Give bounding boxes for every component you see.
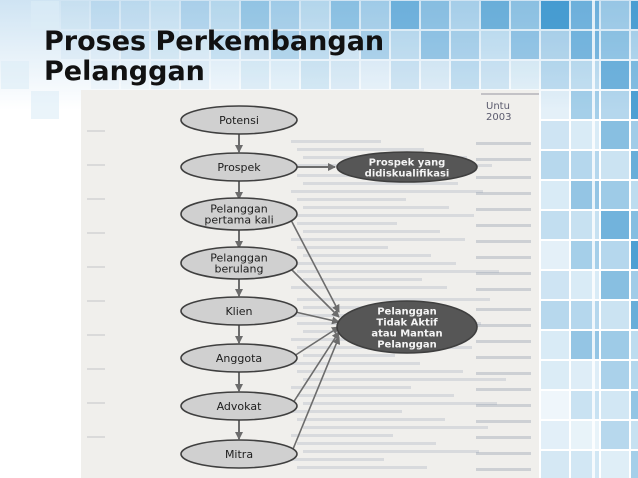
node-klien-label: Klien (225, 305, 253, 318)
node-diskualifikasi-label: didiskualifikasi (364, 168, 450, 180)
node-berulang-label: berulang (214, 262, 264, 276)
node-anggota-label: Anggota (215, 352, 263, 365)
node-pertama-label: pertama kali (204, 213, 274, 227)
lapse-arrow (291, 220, 339, 312)
node-tidak-aktif (337, 301, 477, 353)
slide-title-line-2: Pelanggan (44, 56, 205, 87)
node-tidak-aktif-label: Tidak Aktif (376, 317, 438, 329)
margin-note-line: 2003 (486, 112, 512, 123)
lapse-arrow (291, 269, 339, 317)
node-pertama-label: Pelanggan (210, 202, 268, 216)
node-anggota (181, 344, 297, 372)
node-tidak-aktif-label: Pelanggan (377, 306, 437, 318)
node-berulang-label: Pelanggan (210, 251, 268, 265)
node-prospek-label: Prospek (217, 161, 261, 174)
node-mitra-label: Mitra (224, 448, 254, 461)
node-diskualifikasi-label: Prospek yang (368, 157, 446, 169)
node-tidak-aktif-label: atau Mantan (371, 328, 443, 340)
node-tidak-aktif-label: Pelanggan (377, 339, 437, 351)
lapse-arrow (291, 311, 339, 322)
node-prospek (181, 153, 297, 181)
slide-title-line-1: Proses Perkembangan (44, 26, 385, 57)
node-klien (181, 297, 297, 325)
node-pertama (181, 198, 297, 230)
node-advokat (181, 392, 297, 420)
node-berulang (181, 247, 297, 279)
slide-title (44, 27, 484, 87)
node-potensi-label: Potensi (219, 114, 259, 127)
node-diskualifikasi (337, 152, 477, 182)
node-advokat-label: Advokat (216, 400, 262, 413)
node-mitra (181, 440, 297, 468)
node-potensi (181, 106, 297, 134)
margin-note-line: Untu (486, 101, 510, 112)
